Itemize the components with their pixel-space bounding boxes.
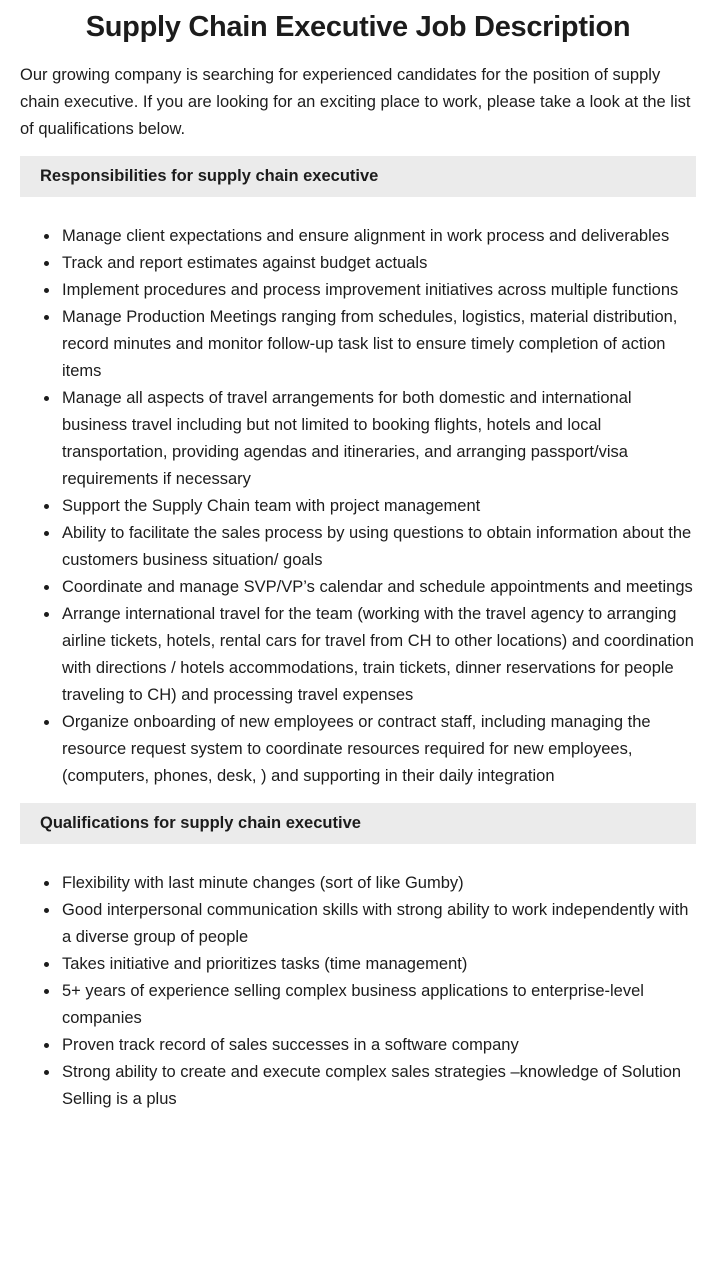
list-item: • Good interpersonal communication skills with strong ability to work independently with a diverse group of people xyxy=(60,897,696,951)
job-description-page xyxy=(0,8,720,1137)
list-item: • Strong ability to create and execute complex sales strategies –knowledge of Solution Selling is a plus xyxy=(60,1059,696,1113)
section-heading-qualifications: Qualifications for supply chain executive xyxy=(20,803,696,844)
list-item: • Track and report estimates against budget actuals xyxy=(60,250,696,277)
page-title: Supply Chain Executive Job Description xyxy=(85,11,631,43)
list-item: • Support the Supply Chain team with project management xyxy=(60,493,696,520)
list-item: • Arrange international travel for the team (working with the travel agency to arranging airline tickets, hotels, rental cars for travel from CH to other locations) and coordination with directions / hotels accommodations, train tickets, dinner reservations for people traveling to CH) and processing travel expenses xyxy=(60,601,696,709)
list-item: • Organize onboarding of new employees or contract staff, including managing the resource request system to coordinate resources required for new employees, (computers, phones, desk, ) and supporting in their daily integration xyxy=(60,709,696,790)
section-heading-responsibilities: Responsibilities for supply chain executive xyxy=(20,156,696,197)
list-item: • Flexibility with last minute changes (sort of like Gumby) xyxy=(60,870,696,897)
list-item: • Manage Production Meetings ranging from schedules, logistics, material distribution, record minutes and monitor follow-up task list to ensure timely completion of action items xyxy=(60,304,696,385)
responsibilities-list xyxy=(20,223,696,790)
list-item: • Coordinate and manage SVP/VP’s calendar and schedule appointments and meetings xyxy=(60,574,696,601)
list-item: • Takes initiative and prioritizes tasks (time management) xyxy=(60,951,696,978)
list-item: • Ability to facilitate the sales process by using questions to obtain information about the customers business situation/ goals xyxy=(60,520,696,574)
list-item: • Manage all aspects of travel arrangements for both domestic and international business travel including but not limited to booking flights, hotels and local transportation, providing agendas and itineraries, and arranging passport/visa requirements if necessary xyxy=(60,385,696,493)
list-item: • Implement procedures and process improvement initiatives across multiple functions xyxy=(60,277,696,304)
intro-paragraph: Our growing company is searching for experienced candidates for the position of supply chain executive. If you are looking for an exciting place to work, please take a look at the list of qualifications below. xyxy=(20,66,691,138)
list-item: • Manage client expectations and ensure alignment in work process and deliverables xyxy=(60,223,696,250)
list-item: • 5+ years of experience selling complex business applications to enterprise-level companies xyxy=(60,978,696,1032)
list-item: • Proven track record of sales successes in a software company xyxy=(60,1032,696,1059)
qualifications-list xyxy=(20,870,696,1113)
